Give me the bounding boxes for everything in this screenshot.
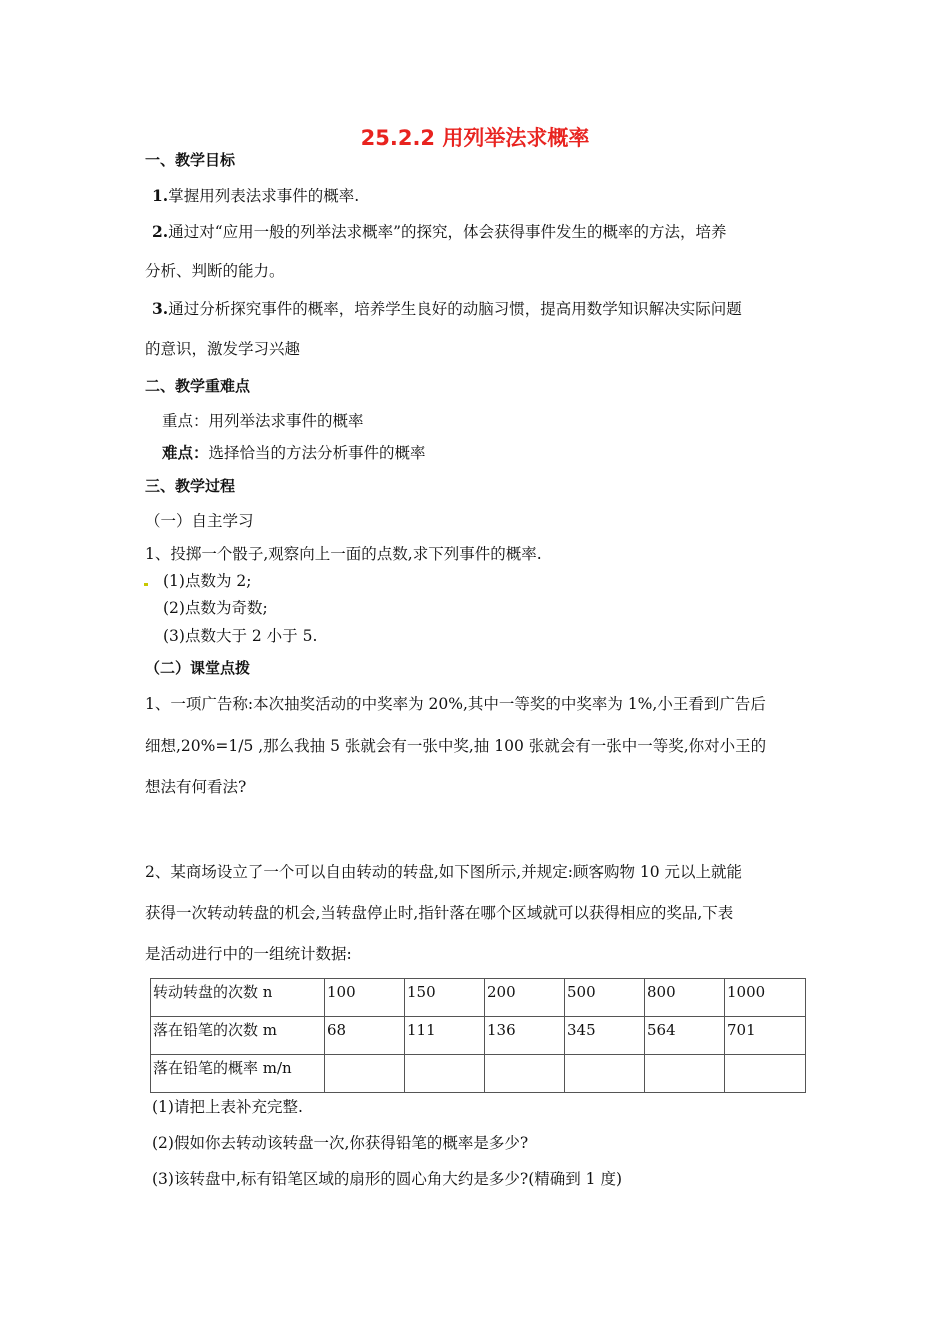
section-heading-objectives: 一、教学目标 xyxy=(145,151,236,169)
problem2-line1: 2、某商场设立了一个可以自由转动的转盘,如下图所示,并规定:顾客购物 10 元以上就能 xyxy=(145,863,743,881)
key-point-line xyxy=(162,411,364,431)
section-heading-key-points: 二、教学重难点 xyxy=(145,377,251,395)
objective-text-1: 掌握用列表法求事件的概率. xyxy=(168,187,360,205)
statistics-table xyxy=(150,978,806,1093)
section-heading-process: 三、教学过程 xyxy=(145,477,236,495)
sub-question-3: (3)该转盘中,标有铅笔区域的扇形的圆心角大约是多少?(精确到 1 度) xyxy=(152,1170,623,1188)
table-cell: 150 xyxy=(405,979,485,1017)
sub-question-2: (2)假如你去转动该转盘一次,你获得铅笔的概率是多少? xyxy=(152,1134,529,1152)
part1-heading: （一）自主学习 xyxy=(145,512,254,530)
table-cell: 701 xyxy=(725,1017,806,1055)
table-cell: 100 xyxy=(325,979,405,1017)
table-cell: 落在铅笔的概率 m/n xyxy=(151,1055,325,1093)
table-cell: 800 xyxy=(645,979,725,1017)
table-row xyxy=(151,1055,806,1093)
problem1-line2: 细想,20%=1/5 ,那么我抽 5 张就会有一张中奖,抽 100 张就会有一张中一等奖,你对小王的 xyxy=(145,737,767,755)
table-cell: 500 xyxy=(565,979,645,1017)
table-cell xyxy=(405,1055,485,1093)
objective-number-1: 1. xyxy=(152,186,169,205)
objective-item-3 xyxy=(152,299,742,319)
objective-number-3: 3. xyxy=(152,299,169,318)
question1-option-c: (3)点数大于 2 小于 5. xyxy=(163,627,318,645)
part2-heading: （二）课堂点拨 xyxy=(145,659,251,677)
difficult-point-label: 难点： xyxy=(162,443,209,462)
table-cell: 564 xyxy=(645,1017,725,1055)
objective-item-2 xyxy=(152,222,727,242)
key-point-text: 用列举法求事件的概率 xyxy=(208,412,364,430)
table-cell: 1000 xyxy=(725,979,806,1017)
problem2-line3: 是活动进行中的一组统计数据: xyxy=(145,945,352,963)
question1-option-b: (2)点数为奇数; xyxy=(163,599,268,617)
highlight-mark xyxy=(144,583,148,586)
table-cell: 落在铅笔的次数 m xyxy=(151,1017,325,1055)
objective-text-2-line1: 通过对“应用一般的列举法求概率”的探究，体会获得事件发生的概率的方法，培养 xyxy=(168,223,727,241)
objective-text-3-line2: 的意识，激发学习兴趣 xyxy=(145,340,301,358)
table-cell: 345 xyxy=(565,1017,645,1055)
difficult-point-text: 选择恰当的方法分析事件的概率 xyxy=(208,444,426,462)
problem2-line2: 获得一次转动转盘的机会,当转盘停止时,指针落在哪个区域就可以获得相应的奖品,下表 xyxy=(145,904,734,922)
question1-option-a: (1)点数为 2; xyxy=(163,572,252,590)
table-cell xyxy=(645,1055,725,1093)
key-point-label: 重点： xyxy=(162,412,209,430)
objective-number-2: 2. xyxy=(152,222,169,241)
table-cell: 转动转盘的次数 n xyxy=(151,979,325,1017)
problem1-line1: 1、一项广告称:本次抽奖活动的中奖率为 20%,其中一等奖的中奖率为 1%,小王看到广告后 xyxy=(145,695,766,713)
objective-text-3-line1: 通过分析探究事件的概率，培养学生良好的动脑习惯，提高用数学知识解决实际问题 xyxy=(168,300,742,318)
table-cell: 68 xyxy=(325,1017,405,1055)
table-cell xyxy=(565,1055,645,1093)
difficult-point-line xyxy=(162,443,426,463)
objective-item-1 xyxy=(152,186,359,206)
table-cell: 136 xyxy=(485,1017,565,1055)
table-cell xyxy=(725,1055,806,1093)
table-row xyxy=(151,979,806,1017)
table-cell: 111 xyxy=(405,1017,485,1055)
problem1-line3: 想法有何看法? xyxy=(145,778,247,796)
table-cell xyxy=(325,1055,405,1093)
table-row xyxy=(151,1017,806,1055)
document-title: 25.2.2 用列举法求概率 xyxy=(360,126,590,150)
question1-intro: 1、投掷一个骰子,观察向上一面的点数,求下列事件的概率. xyxy=(145,545,542,563)
table-cell: 200 xyxy=(485,979,565,1017)
sub-question-1: (1)请把上表补充完整. xyxy=(152,1098,303,1116)
objective-text-2-line2: 分析、判断的能力。 xyxy=(145,262,285,280)
table-cell xyxy=(485,1055,565,1093)
